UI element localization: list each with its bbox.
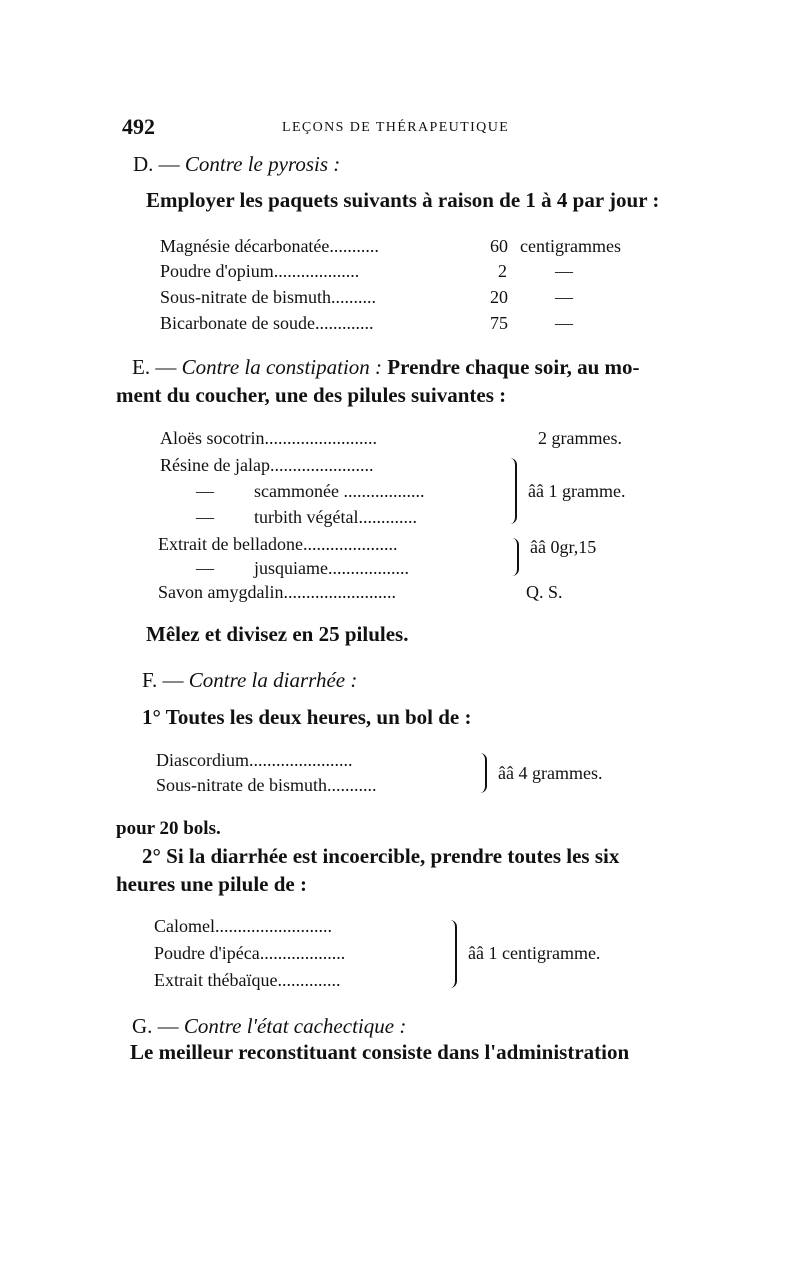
section-e-text-line2: ment du coucher, une des pilules suivantes : (116, 383, 507, 407)
ingredient-name: Savon amygdalin (158, 582, 284, 602)
section-d-instruction: Employer les paquets suivants à raison de 1 à 4 par jour : (146, 188, 660, 212)
leader-dots: ........... (329, 236, 379, 256)
group-amount: ââ 0gr,15 (530, 537, 597, 557)
formula-row (196, 481, 214, 502)
section-d-heading (133, 152, 340, 177)
ingredient-unit: centigrammes (520, 236, 621, 256)
ditto-dash: — (196, 507, 214, 527)
leader-dots: ............. (358, 507, 417, 527)
formula-row (196, 507, 214, 528)
section-g-letter: G. — (132, 1014, 179, 1038)
section-e-text-line1: Prendre chaque soir, au mo- (387, 355, 640, 379)
section-f-point2-line1: 2° Si la diarrhée est incoercible, prendre toutes les six (142, 844, 620, 868)
ingredient-amount: 2 grammes. (538, 428, 622, 448)
formula-row (160, 428, 377, 449)
leader-dots: .................. (328, 558, 409, 578)
section-f-pour: pour 20 bols. (116, 818, 221, 839)
ingredient-name: scammonée (254, 481, 339, 501)
leader-dots: ............. (314, 313, 374, 333)
leader-dots: ................... (259, 943, 346, 963)
formula-row (156, 775, 376, 796)
ingredient-amount: Q. S. (526, 582, 563, 602)
ingredient-unit: — (555, 287, 573, 307)
formula-row (158, 534, 397, 555)
section-e-closing: Mêlez et divisez en 25 pilules. (146, 622, 409, 646)
ingredient-unit: — (555, 313, 573, 333)
formula-row (160, 287, 376, 308)
ingredient-name: Sous-nitrate de bismuth (160, 287, 331, 307)
ingredient-name: Extrait de belladone (158, 534, 303, 554)
leader-dots: .................. (338, 481, 425, 501)
ingredient-name: Aloës socotrin (160, 428, 265, 448)
leader-dots: .......... (330, 287, 376, 307)
leader-dots: ................... (273, 261, 360, 281)
ingredient-name: Poudre d'opium (160, 261, 274, 281)
brace (512, 538, 519, 576)
ingredient-name: Calomel (154, 916, 215, 936)
section-e-title: Contre la constipation : (181, 355, 383, 379)
formula-row (160, 261, 359, 282)
section-e-letter: E. — (132, 355, 177, 379)
brace (450, 920, 457, 988)
leader-dots: ..................... (302, 534, 398, 554)
formula-row (158, 582, 396, 603)
group-amount: ââ 1 gramme. (528, 481, 626, 501)
section-d-letter: D. — (133, 152, 180, 176)
leader-dots: ......................... (264, 428, 377, 448)
formula-row (156, 750, 352, 771)
formula-row (160, 313, 373, 334)
section-f-letter: F. — (142, 668, 184, 692)
formula-row (160, 236, 379, 257)
section-f-point2-line2: heures une pilule de : (116, 872, 307, 896)
formula-row (254, 481, 424, 502)
section-g-title: Contre l'état cachectique : (183, 1014, 407, 1038)
running-head: LEÇONS DE THÉRAPEUTIQUE (282, 120, 510, 135)
ditto-dash: — (196, 558, 214, 578)
ingredient-name: jusquiame (254, 558, 328, 578)
section-e-heading (132, 355, 640, 380)
formula-row (154, 916, 332, 937)
leader-dots: .............. (277, 970, 341, 990)
section-f-title: Contre la diarrhée : (188, 668, 358, 692)
ingredient-qty: 2 (498, 261, 507, 281)
leader-dots: ....................... (248, 750, 353, 770)
ingredient-name: Diascordium (156, 750, 249, 770)
formula-row (196, 558, 214, 579)
ingredient-qty: 60 (490, 236, 508, 256)
group-amount: ââ 1 centigramme. (468, 943, 601, 963)
ingredient-name: Poudre d'ipéca (154, 943, 260, 963)
section-g-heading (132, 1014, 406, 1039)
ingredient-unit: — (555, 261, 573, 281)
ditto-dash: — (196, 481, 214, 501)
leader-dots: .......................... (215, 916, 332, 936)
formula-row (154, 943, 345, 964)
ingredient-name: Résine de jalap (160, 455, 270, 475)
leader-dots: ......................... (283, 582, 396, 602)
formula-row (254, 507, 417, 528)
formula-row (154, 970, 340, 991)
leader-dots: ........... (326, 775, 377, 795)
formula-row (254, 558, 409, 579)
section-f-heading (142, 668, 357, 693)
formula-row (160, 455, 373, 476)
ingredient-name: Magnésie décarbonatée (160, 236, 330, 256)
ingredient-name: Extrait thébaïque (154, 970, 278, 990)
ingredient-qty: 20 (490, 287, 508, 307)
group-amount: ââ 4 grammes. (498, 763, 603, 783)
page-number: 492 (122, 114, 155, 139)
section-g-text: Le meilleur reconstituant consiste dans l'administration (130, 1040, 630, 1064)
ingredient-name: Bicarbonate de soude (160, 313, 315, 333)
section-d-title: Contre le pyrosis : (184, 152, 341, 176)
section-f-point1: 1° Toutes les deux heures, un bol de : (142, 705, 472, 729)
leader-dots: ....................... (269, 455, 374, 475)
ingredient-name: Sous-nitrate de bismuth (156, 775, 327, 795)
ingredient-name: turbith végétal (254, 507, 359, 527)
brace (510, 458, 517, 524)
ingredient-qty: 75 (490, 313, 508, 333)
brace (480, 753, 487, 793)
